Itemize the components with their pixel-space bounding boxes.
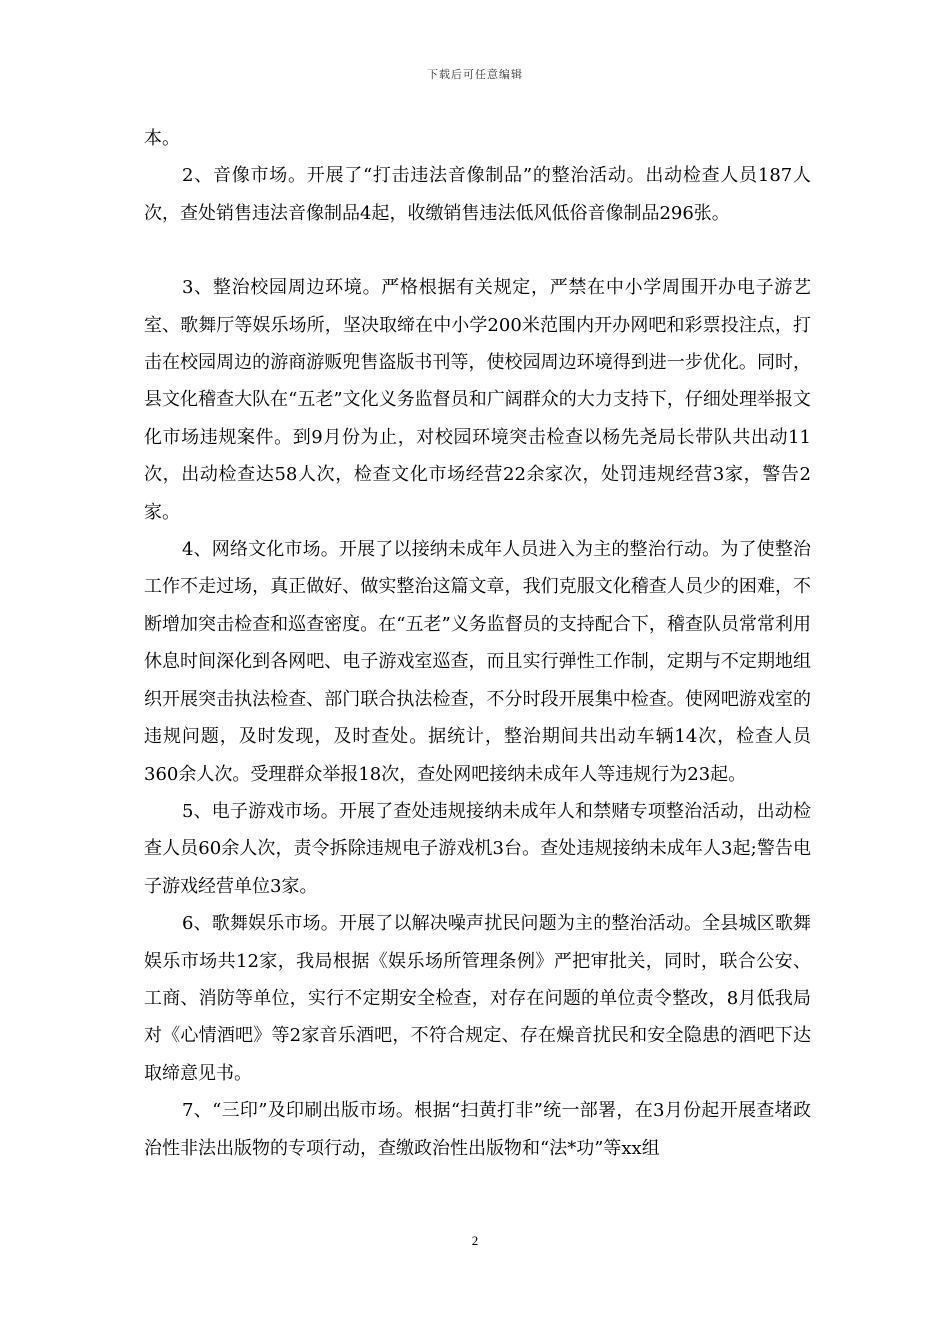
download-note: 下载后可任意编辑 [427,68,523,81]
paragraph-internet-culture-market: 4、网络文化市场。开展了以接纳未成年人员进入为主的整治行动。为了使整治工作不走过场，真正做好、做实整治这篇文章，我们克服文化稽查人员少的困难，不断增加突击检查和巡查密度。在“五老”义务监督员的支持配合下，稽查队员常常利用休息时间深化到各网吧、电子游戏室巡查，而且实行弹性工作制，定期与不定期地组织开展突击执法检查、部门联合执法检查，不分时段开展集中检查。使网吧游戏室的违规问题，及时发现，及时查处。据统计，整治期间共出动车辆14次，检查人员360余人次。受理群众举报18次，查处网吧接纳未成年人等违规行为23起。 [144,539,811,785]
paragraph-entertainment-market: 6、歌舞娱乐市场。开展了以解决噪声扰民问题为主的整治活动。全县城区歌舞娱乐市场共12家，我局根据《娱乐场所管理条例》严把审批关，同时，联合公安、工商、消防等单位，实行不定期安全检查，对存在问题的单位责令整改，8月低我局对《心情酒吧》等2家音乐酒吧，不符合规定、存在燥音扰民和安全隐患的酒吧下达取缔意见书。 [144,913,811,1084]
paragraph-audio-video-market: 2、音像市场。开展了“打击违法音像制品”的整治活动。出动检查人员187人次，查处销售违法音像制品4起，收缴销售违法低风低俗音像制品296张。 [144,165,811,224]
document-body [144,120,811,1167]
paragraph-printing-publishing-market: 7、“三印”及印刷出版市场。根据“扫黄打非”统一部署，在3月份起开展查堵政治性非法出版物的专项行动，查缴政治性出版物和“法*功”等xx组 [144,1100,811,1159]
paragraph-campus-environment: 3、整治校园周边环境。严格根据有关规定，严禁在中小学周围开办电子游艺室、歌舞厅等娱乐场所，坚决取缔在中小学200米范围内开办网吧和彩票投注点，打击在校园周边的游商游贩兜售盗版书刊等，使校园周边环境得到进一步优化。同时，县文化稽查大队在“五老”文化义务监督员和广阔群众的大力支持下，仔细处理举报文化市场违规案件。到9月份为止，对校园环境突击检查以杨先尧局长带队共出动11次，出动检查达58人次，检查文化市场经营22余家次，处罚违规经营3家，警告2家。 [144,277,811,523]
page-number: 2 [471,1233,479,1248]
paragraph-continuation: 本。 [144,128,180,149]
paragraph-video-game-market: 5、电子游戏市场。开展了查处违规接纳未成年人和禁赌专项整治活动，出动检查人员60余人次，责令拆除违规电子游戏机3台。查处违规接纳未成年人3起;警告电子游戏经营单位3家。 [144,800,811,897]
